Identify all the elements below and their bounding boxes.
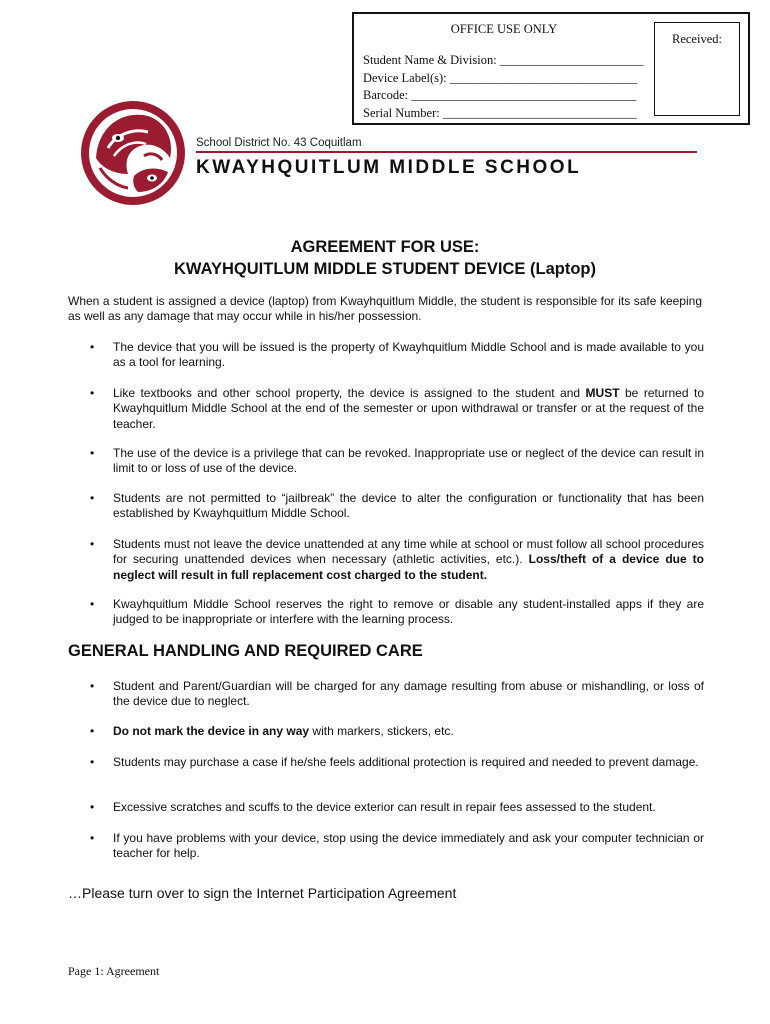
school-crest-logo (78, 98, 188, 208)
list-item: • Excessive scratches and scuffs to the device exterior can result in repair fees assessed to the student. (90, 800, 656, 814)
bullet-icon: • (90, 537, 95, 551)
list-item: • The use of the device is a privilege that can be revoked. Inappropriate use or neglect of the device can result in limit to or loss of use of the device. (90, 446, 704, 476)
list-item: • The device that you will be issued is the property of Kwayhquitlum Middle School and is made available to you as a tool for learning. (90, 340, 704, 370)
school-name: KWAYHQUITLUM MIDDLE SCHOOL (196, 157, 582, 178)
title-line-2: KWAYHQUITLUM MIDDLE STUDENT DEVICE (Laptop) (174, 260, 596, 278)
bullet-icon: • (90, 446, 95, 460)
bullet-icon: • (90, 831, 95, 845)
title-line-1: AGREEMENT FOR USE: (290, 238, 480, 256)
serial-number-field: Serial Number: _______________________________ (363, 105, 637, 120)
document-title (0, 236, 770, 280)
received-label: Received: (672, 32, 722, 46)
bullet-icon: • (90, 800, 95, 814)
office-use-box (352, 12, 750, 125)
section-heading: GENERAL HANDLING AND REQUIRED CARE (68, 642, 423, 660)
turn-over-note: …Please turn over to sign the Internet Participation Agreement (68, 885, 457, 901)
bullet-icon: • (90, 679, 95, 693)
office-use-fields (363, 52, 644, 122)
bullet-icon: • (90, 491, 95, 505)
list-item: • Student and Parent/Guardian will be charged for any damage resulting from abuse or mishandling, or loss of the device due to neglect. (90, 679, 704, 709)
intro-paragraph: When a student is assigned a device (laptop) from Kwayhquitlum Middle, the student is responsible for its safe keeping as well as any damage that may occur while in his/her possession. (68, 294, 702, 324)
list-item: • If you have problems with your device, stop using the device immediately and ask your computer technician or teacher for help. (90, 831, 704, 861)
office-use-title: OFFICE USE ONLY (450, 22, 558, 36)
letterhead-divider (196, 151, 697, 153)
received-box (654, 22, 740, 116)
list-item: • Do not mark the device in any way with markers, stickers, etc. (90, 724, 454, 738)
district-name: School District No. 43 Coquitlam (196, 137, 362, 149)
bullet-icon: • (90, 340, 95, 354)
page-footer: Page 1: Agreement (68, 964, 160, 978)
student-name-field: Student Name & Division: _______________________ (363, 53, 644, 67)
bullet-icon: • (90, 386, 95, 400)
barcode-field: Barcode: ____________________________________ (363, 88, 637, 102)
device-label-field: Device Label(s): ______________________________ (363, 70, 638, 85)
list-item: • Students must not leave the device unattended at any time while at school or must follow all school procedures for securing unattended devices when necessary (athletic activities, etc.). Loss/theft of a device due to neglect will result in full replacement cost charged to the student. (90, 537, 705, 582)
bullet-icon: • (90, 755, 95, 769)
list-item: • Kwayhquitlum Middle School reserves the right to remove or disable any student-installed apps if they are judged to be inappropriate or interfere with the learning process. (90, 597, 704, 627)
list-item: • Like textbooks and other school property, the device is assigned to the student and MUST be returned to Kwayhquitlum Middle School at the end of the semester or upon withdrawal or transfer or at the request of the teacher. (90, 386, 704, 431)
list-item: • Students may purchase a case if he/she feels additional protection is required and needed to prevent damage. (90, 755, 699, 769)
bullet-icon: • (90, 724, 95, 738)
list-item: • Students are not permitted to “jailbreak” the device to alter the configuration or functionality that has been established by Kwayhquitlum Middle School. (90, 491, 704, 521)
bullet-icon: • (90, 597, 95, 611)
